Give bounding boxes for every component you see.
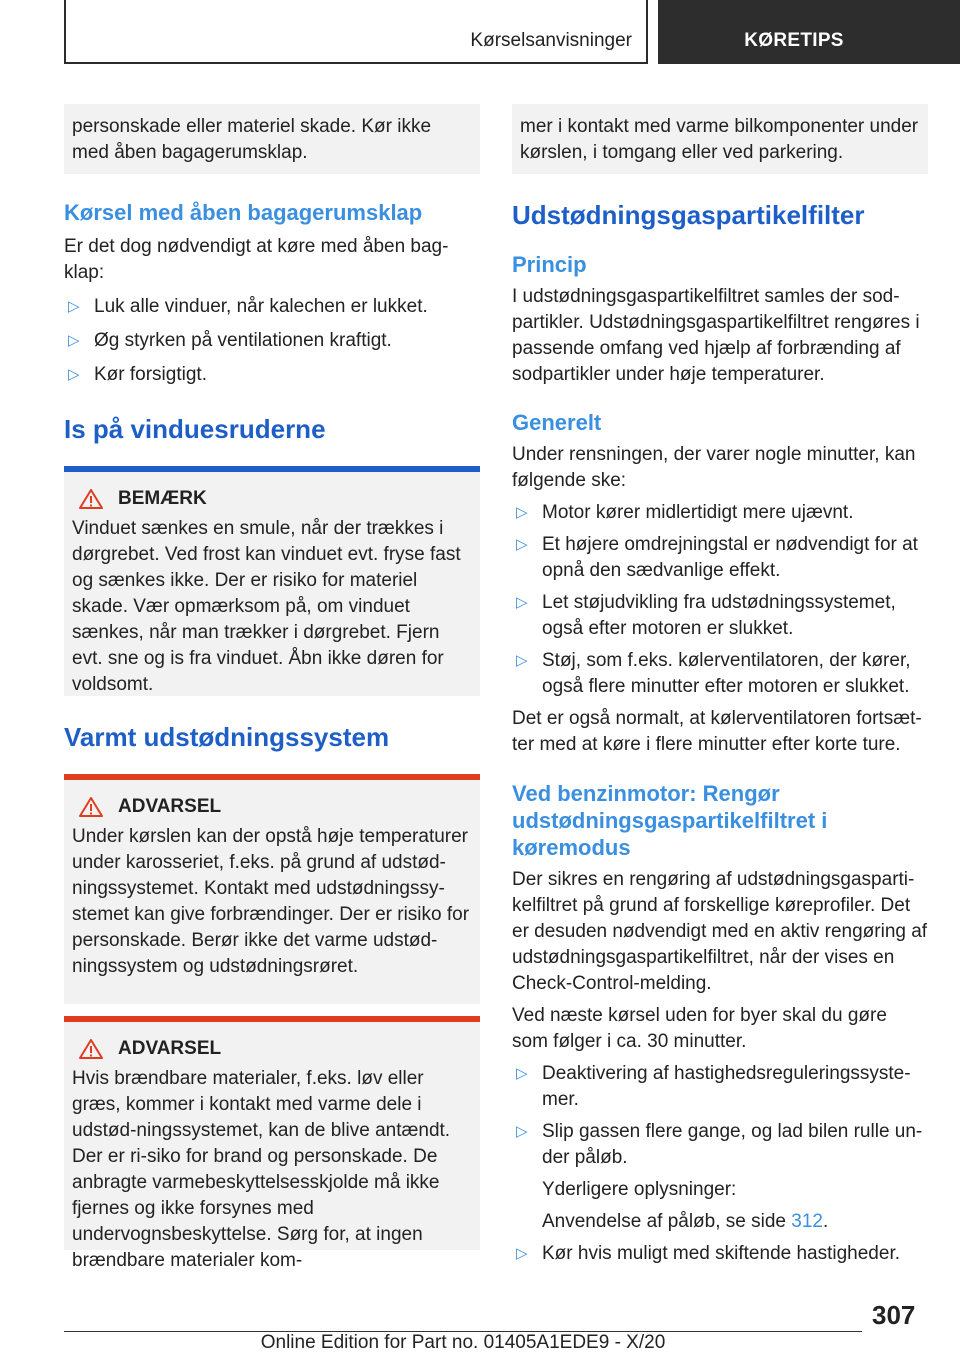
warning-triangle-icon [78, 796, 104, 818]
list-item: ▷ Kør forsigtigt. [64, 362, 480, 388]
more-info-label: Yderligere oplysninger: [542, 1179, 737, 1200]
heading-ice-windows: Is på vinduesruderne [64, 414, 326, 444]
heading-petrol-cleaning: Ved benzinmotor: Rengør udstødningsgaspartikelfiltret i køremodus [512, 781, 828, 860]
list-item: ▷ Kør hvis muligt med skiftende hastigheder. [512, 1241, 928, 1267]
note-header [72, 486, 472, 512]
warning-triangle-icon [78, 1038, 104, 1060]
warning-text: Under kørslen kan der opstå høje temperaturer under karosseriet, f.eks. på grund af udstød‐ningssystemet. Kontakt med udstødningssy‐stemet kan give forbrændinger. Der er risiko for personskade. Berør ikke det varme udstød‐ningssystem og udstødningsrøret. [72, 826, 470, 977]
continued-warning-box [512, 104, 928, 174]
paragraph-open-trunk: Er det dog nødvendigt at køre med åben bag‐klap: [64, 236, 449, 283]
heading-open-trunk: Kørsel med åben bagagerumsklap [64, 200, 423, 225]
bullet-triangle-icon: ▷ [68, 332, 80, 349]
paragraph-general: Under rensningen, der varer nogle minutter, kan følgende ske: [512, 444, 916, 491]
bullet-triangle-icon: ▷ [516, 504, 528, 521]
right-column [512, 104, 928, 1267]
warning-box-1 [64, 774, 480, 1004]
heading-particle-filter: Udstødningsgaspartikelfilter [512, 200, 865, 230]
header-section-tab [64, 0, 648, 64]
list-item: ▷ Motor kører midlertidigt mere ujævnt. [512, 500, 928, 526]
paragraph-petrol-2: Ved næste kørsel uden for byer skal du gøre som følger i ca. 30 minutter. [512, 1005, 887, 1052]
bullet-triangle-icon: ▷ [516, 1065, 528, 1082]
section-title: Kørselsanvisninger [470, 30, 632, 51]
list-item: ▷ Slip gassen flere gange, og lad bilen rulle un‐der påløb. Yderligere oplysninger: Anvendelse af påløb, se side 312. [512, 1119, 928, 1235]
list-general [512, 500, 928, 700]
list-item: ▷ Øg styrken på ventilationen kraftigt. [64, 328, 480, 354]
note-label: BEMÆRK [118, 488, 207, 509]
bullet-triangle-icon: ▷ [516, 1123, 528, 1140]
warning-box-2 [64, 1016, 480, 1271]
heading-principle: Princip [512, 252, 587, 277]
list-open-trunk [64, 294, 480, 388]
bullet-triangle-icon: ▷ [68, 366, 80, 383]
paragraph-petrol-1: Der sikres en rengøring af udstødningsgasparti‐kelfiltret på grund af forskellige køreprofiler. Det er desuden nødvendigt med en aktiv rengøring af udstødningsgaspartikelfiltret, når der vises en Check-Control-melding. [512, 869, 928, 994]
warning-header [72, 1036, 472, 1062]
heading-general: Generelt [512, 410, 602, 435]
list-item: ▷ Et højere omdrejningstal er nødvendigt for at opnå den sædvanlige effekt. [516, 534, 918, 581]
bullet-triangle-icon: ▷ [516, 536, 528, 553]
header-chapter-tab [658, 0, 960, 64]
continued-warning-text: mer i kontakt med varme bilkomponenter under kørslen, i tomgang eller ved parkering. [520, 116, 919, 163]
warning-triangle-icon [78, 488, 104, 510]
bullet-triangle-icon: ▷ [68, 298, 80, 315]
list-petrol [512, 1061, 928, 1267]
continued-warning-box [64, 104, 480, 174]
warning-text: Hvis brændbare materialer, f.eks. løv eller græs, kommer i kontakt med varme dele i udstød‐ningssystemet, kan de blive antændt. Der er ri‐siko for brand og personskade. De anbragte varmebeskyttelsesskjolde må ikke fjernes og ikke forsynes med undervognsbeskyttelse. Sørg for, at ingen brændbare materialer kom‐ [72, 1068, 451, 1271]
page-reference: Anvendelse af påløb, se side 312. [542, 1211, 829, 1232]
page-link[interactable]: 312 [791, 1211, 823, 1232]
bullet-triangle-icon: ▷ [516, 1245, 528, 1262]
bullet-triangle-icon: ▷ [516, 594, 528, 611]
page-number: 307 [872, 1300, 916, 1330]
bullet-triangle-icon: ▷ [516, 652, 528, 669]
note-box [64, 466, 480, 696]
paragraph-normal: Det er også normalt, at kølerventilatoren fortsæt‐ter med at køre i flere minutter efter korte ture. [512, 708, 922, 755]
list-item: ▷ Luk alle vinduer, når kalechen er lukket. [64, 294, 480, 320]
footer-text: Online Edition for Part no. 01405A1EDE9 - X/20 [260, 1332, 666, 1353]
list-item: ▷ Deaktivering af hastighedsreguleringssyste‐mer. [516, 1063, 911, 1110]
list-item: ▷ Støj, som f.eks. kølerventilatoren, der kører, også flere minutter efter motoren er slukket. [516, 650, 911, 697]
warning-header [72, 794, 472, 820]
heading-hot-exhaust: Varmt udstødningssystem [64, 722, 390, 752]
warning-label: ADVARSEL [118, 796, 222, 817]
chapter-title: KØRETIPS [744, 30, 844, 51]
left-column [64, 104, 480, 1271]
warning-label: ADVARSEL [118, 1038, 222, 1059]
continued-warning-text: personskade eller materiel skade. Kør ikke med åben bagagerumsklap. [72, 116, 432, 163]
note-text: Vinduet sænkes en smule, når der trækkes i dørgrebet. Ved frost kan vinduet evt. fryse fast og sænkes ikke. Der er risiko for materiel skade. Vær opmærksom på, om vinduet sænkes, når man trækker i dørgrebet. Fjern evt. sne og is fra vinduet. Åbn ikke døren for voldsomt. [72, 518, 461, 695]
list-item: ▷ Let støjudvikling fra udstødningssystemet, også efter motoren er slukket. [516, 592, 896, 639]
paragraph-principle: I udstødningsgaspartikelfiltret samles der sod‐partikler. Udstødningsgaspartikelfiltret rengøres i passende omfang ved hjælp af forbrænding af sodpartikler under høje temperaturer. [512, 286, 920, 385]
